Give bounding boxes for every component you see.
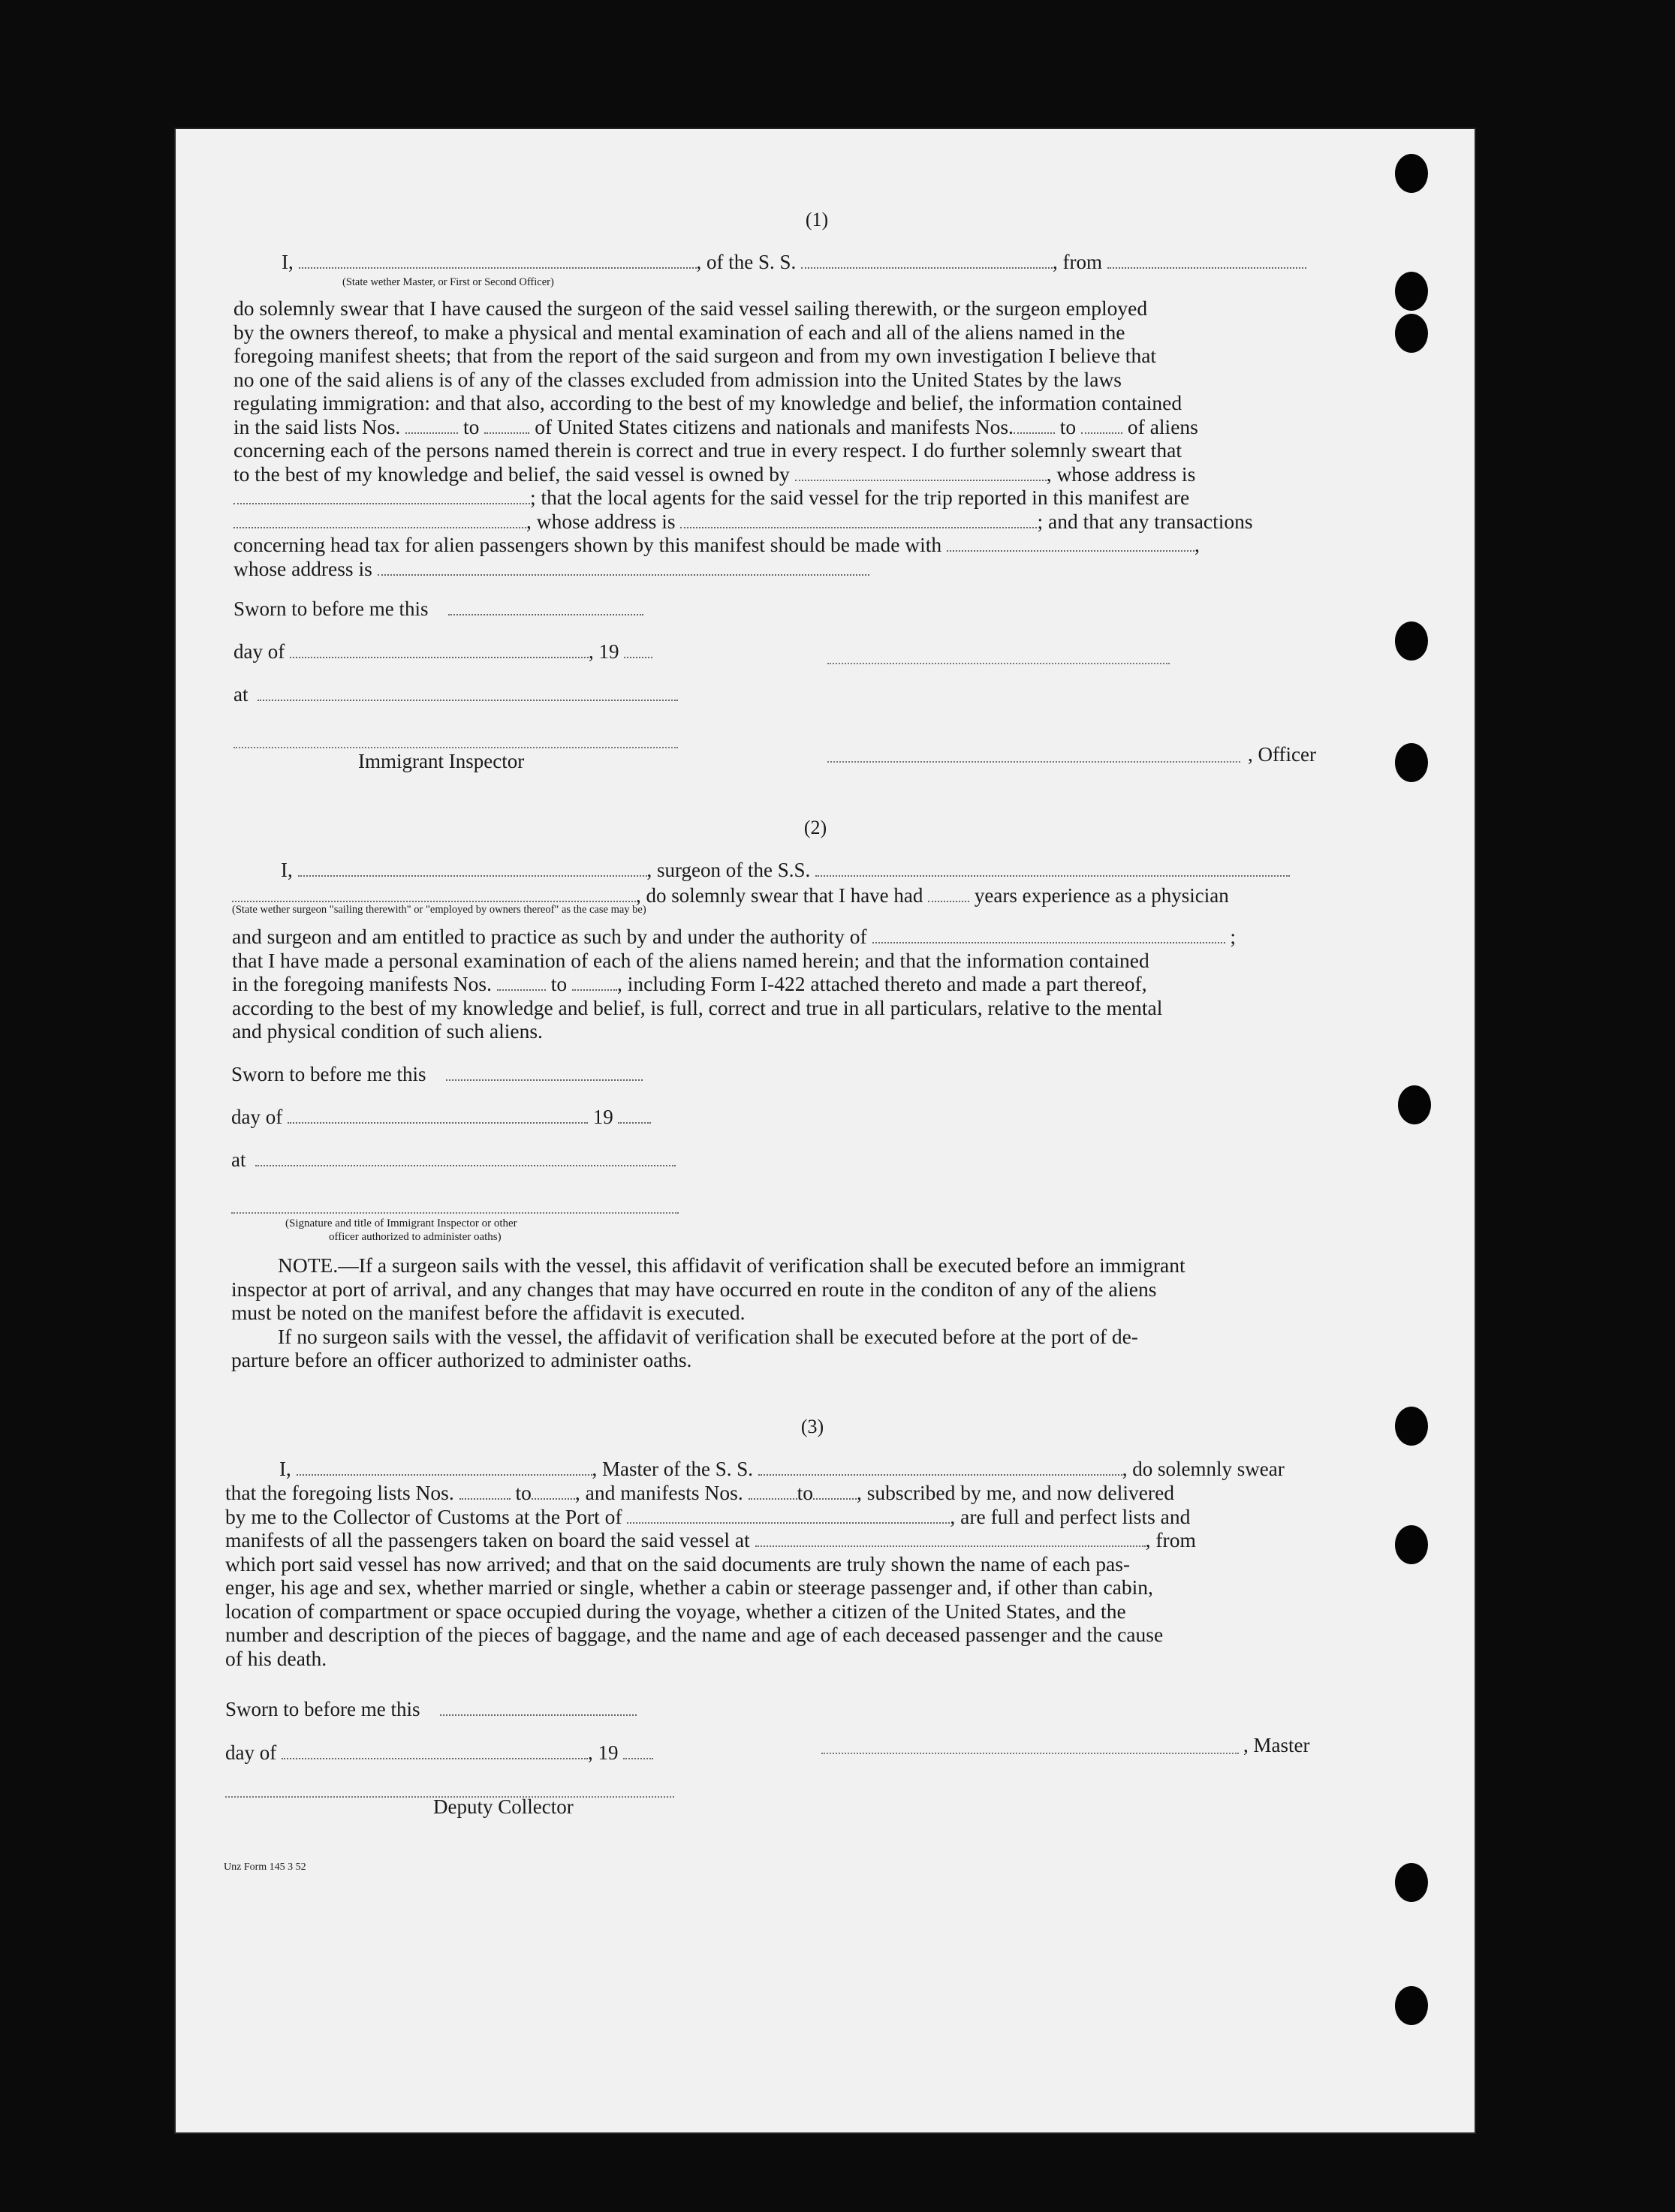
headtax-line bbox=[233, 533, 1327, 557]
blank-manifest-to[interactable] bbox=[1081, 432, 1122, 434]
blank-headtax-contact[interactable] bbox=[947, 549, 1194, 552]
body-line: number and description of the pieces of baggage, and the name and age of each deceased passenger and the cause bbox=[225, 1623, 1164, 1646]
note-line: If no surgeon sails with the vessel, the affidavit of verification shall be executed before at the port of de- bbox=[278, 1324, 1138, 1348]
text: day of bbox=[225, 1741, 277, 1764]
master-signature-line[interactable] bbox=[821, 1752, 1239, 1754]
blank-manifests-from[interactable] bbox=[749, 1497, 797, 1500]
section-1-number: (1) bbox=[805, 209, 829, 230]
officer-name-line[interactable] bbox=[827, 760, 1240, 763]
blank-port[interactable] bbox=[627, 1521, 950, 1524]
text: that the foregoing lists Nos. bbox=[225, 1481, 454, 1504]
text: I, bbox=[279, 1458, 291, 1480]
address-line bbox=[233, 510, 1327, 534]
sworn-line-2 bbox=[231, 1063, 643, 1086]
agents-line bbox=[233, 486, 1327, 510]
text: at bbox=[231, 1148, 246, 1171]
text: , do solemnly swear bbox=[1122, 1458, 1285, 1480]
body-line: that I have made a personal examination of each of the aliens named herein; and that the information contained bbox=[232, 948, 1149, 972]
blank-lists-from[interactable] bbox=[459, 1497, 511, 1500]
text: , subscribed by me, and now delivered bbox=[856, 1481, 1175, 1504]
text: , including Form I-422 attached thereto and made a part thereof, bbox=[617, 972, 1147, 995]
blank-authority[interactable] bbox=[872, 941, 1225, 943]
text: concerning head tax for alien passengers shown by this manifest should be made with bbox=[233, 533, 942, 556]
blank-surgeon-name[interactable] bbox=[298, 874, 647, 877]
text: , bbox=[1194, 533, 1200, 556]
inspector-signature-line[interactable] bbox=[233, 746, 678, 748]
text: , are full and perfect lists and bbox=[950, 1504, 1191, 1528]
blank-year-3[interactable] bbox=[623, 1757, 653, 1759]
blank-owner-address[interactable] bbox=[233, 502, 530, 504]
blank-manifest-from[interactable] bbox=[1014, 432, 1055, 434]
text: of United States citizens and nationals and manifests Nos. bbox=[535, 414, 1014, 438]
blank-sworn-date-1[interactable] bbox=[448, 613, 643, 615]
collector-caption: Deputy Collector bbox=[433, 1795, 574, 1818]
punch-hole bbox=[1395, 621, 1428, 661]
punch-hole bbox=[1395, 1407, 1428, 1446]
blank-master-name[interactable] bbox=[297, 1473, 592, 1476]
punch-hole bbox=[1395, 1986, 1428, 2025]
blank-surgeon-ship[interactable] bbox=[815, 874, 1290, 877]
note-line: NOTE.—If a surgeon sails with the vessel, this affidavit of verification shall be executed before an immigrant bbox=[278, 1253, 1185, 1277]
officer-caption: , Officer bbox=[1248, 743, 1316, 766]
form-identifier: Unz Form 145 3 52 bbox=[224, 1861, 306, 1873]
text: ; and that any transactions bbox=[1037, 509, 1253, 533]
body-line: foregoing manifest sheets; that from the report of the said surgeon and from my own investigation I believe that bbox=[233, 344, 1157, 367]
punch-hole bbox=[1395, 1525, 1428, 1564]
sworn-line-1 bbox=[233, 597, 643, 621]
day-of-line-2 bbox=[231, 1106, 651, 1129]
text: , 19 bbox=[588, 640, 619, 663]
blank-lists-to[interactable] bbox=[532, 1497, 575, 1500]
text: to bbox=[1059, 414, 1077, 438]
section-3-body bbox=[225, 1481, 1327, 1670]
blank-sworn-date-2[interactable] bbox=[446, 1079, 643, 1081]
text: , surgeon of the S.S. bbox=[646, 859, 811, 881]
text: years experience as a physician bbox=[974, 884, 1229, 907]
text: , whose address is bbox=[1046, 462, 1196, 486]
text: whose address is bbox=[233, 556, 372, 580]
officer-rank-note: (State wether Master, or First or Second Officer) bbox=[342, 276, 554, 288]
text: , and manifests Nos. bbox=[574, 1481, 743, 1504]
text: by me to the Collector of Customs at the Port of bbox=[225, 1504, 622, 1528]
body-line: regulating immigration: and that also, according to the best of my knowledge and belief, the information contained bbox=[233, 391, 1182, 414]
text: , Master of the S. S. bbox=[592, 1458, 753, 1480]
blank-day-month-1[interactable] bbox=[290, 656, 589, 658]
inspector-caption: Immigrant Inspector bbox=[358, 750, 525, 772]
text: manifests of all the passengers taken on board the said vessel at bbox=[225, 1528, 750, 1551]
section-3-number: (3) bbox=[800, 1416, 824, 1437]
text: to the best of my knowledge and belief, the said vessel is owned by bbox=[233, 462, 790, 486]
text: 19 bbox=[592, 1106, 613, 1128]
text: of aliens bbox=[1127, 414, 1198, 438]
blank-from-port[interactable] bbox=[1107, 266, 1306, 269]
blank-year-1[interactable] bbox=[624, 656, 652, 658]
body-line: location of compartment or space occupied during the voyage, whether a citizen of the United States, and the bbox=[225, 1599, 1126, 1623]
text: in the foregoing manifests Nos. bbox=[232, 972, 492, 995]
master-caption: , Master bbox=[1243, 1734, 1310, 1756]
text: Sworn to before me this bbox=[231, 1063, 426, 1085]
manifests-line bbox=[232, 972, 1328, 996]
day-of-line-1 bbox=[233, 640, 652, 664]
authority-line bbox=[232, 925, 1328, 949]
section-2-line-1 bbox=[281, 859, 1290, 882]
text: , 19 bbox=[587, 1741, 619, 1764]
text: to bbox=[515, 1481, 532, 1504]
blank-owner[interactable] bbox=[795, 479, 1047, 481]
signature-note-2: officer authorized to administer oaths) bbox=[329, 1231, 502, 1243]
body-line: enger, his age and sex, whether married or single, whether a cabin or steerage passenger and, if other than cabin, bbox=[225, 1575, 1153, 1599]
blank-surgeon-status[interactable] bbox=[232, 900, 636, 902]
text: , do solemnly swear that I have had bbox=[636, 884, 923, 907]
lists-line bbox=[233, 415, 1327, 439]
text: , whose address is bbox=[526, 509, 676, 533]
at-line-2 bbox=[231, 1148, 676, 1172]
text: , of the S. S. bbox=[696, 251, 797, 273]
note-line: inspector at port of arrival, and any changes that may have occurred en route in the conditon of any of the aliens bbox=[231, 1277, 1157, 1301]
blank-day-month-2[interactable] bbox=[288, 1121, 588, 1124]
text: to bbox=[797, 1481, 813, 1504]
lists-line bbox=[225, 1481, 1327, 1505]
punch-hole bbox=[1395, 272, 1428, 311]
punch-hole bbox=[1395, 314, 1428, 353]
section-2-number: (2) bbox=[803, 817, 827, 838]
body-line: concerning each of the persons named therein is correct and true in every respect. I do further solemnly sweart that bbox=[233, 438, 1182, 462]
note-line: parture before an officer authorized to administer oaths. bbox=[231, 1348, 692, 1371]
text: to bbox=[550, 972, 568, 995]
body-line: do solemnly swear that I have caused the surgeon of the said vessel sailing therewith, or the surgeon employed bbox=[233, 296, 1148, 320]
blank-list-to[interactable] bbox=[484, 432, 529, 434]
day-of-line-3 bbox=[225, 1741, 653, 1765]
officer-signature-line[interactable] bbox=[827, 662, 1170, 664]
blank-year-2[interactable] bbox=[618, 1121, 651, 1124]
blank-headtax-address[interactable] bbox=[378, 573, 869, 576]
sworn-line-3 bbox=[225, 1698, 637, 1721]
blank-sworn-date-3[interactable] bbox=[440, 1714, 637, 1716]
blank-list-from[interactable] bbox=[405, 432, 458, 434]
inspector-signature-line-2[interactable] bbox=[231, 1211, 679, 1214]
text: in the said lists Nos. bbox=[233, 414, 401, 438]
note-line: must be noted on the manifest before the affidavit is executed. bbox=[231, 1301, 746, 1324]
punch-hole bbox=[1395, 743, 1428, 782]
blank-master-ship[interactable] bbox=[758, 1473, 1122, 1476]
section-1-body bbox=[233, 296, 1327, 580]
text: I, bbox=[282, 251, 294, 273]
blank-agent-address[interactable] bbox=[680, 526, 1037, 528]
whose-address-line bbox=[233, 557, 1327, 581]
blank-manifest-from[interactable] bbox=[497, 989, 546, 991]
blank-manifest-to[interactable] bbox=[572, 989, 617, 991]
text: Sworn to before me this bbox=[233, 597, 429, 620]
body-line: of his death. bbox=[225, 1646, 327, 1670]
form-page bbox=[174, 128, 1476, 2134]
blank-day-month-3[interactable] bbox=[282, 1757, 588, 1759]
text: day of bbox=[231, 1106, 283, 1128]
body-line: and physical condition of such aliens. bbox=[232, 1019, 543, 1043]
text: , from bbox=[1053, 251, 1102, 273]
section-2-note bbox=[231, 1253, 1329, 1372]
blank-officer-name[interactable] bbox=[299, 266, 697, 269]
text: , from bbox=[1145, 1528, 1196, 1551]
section-2-body bbox=[232, 925, 1328, 1043]
body-line: according to the best of my knowledge and belief, is full, correct and true in all particulars, relative to the mental bbox=[232, 995, 1163, 1019]
collector-line bbox=[225, 1505, 1327, 1529]
body-line: by the owners thereof, to make a physical and mental examination of each and all of the aliens named in the bbox=[233, 320, 1125, 344]
blank-at-place-1[interactable] bbox=[258, 699, 678, 701]
body-line: no one of the said aliens is of any of the classes excluded from admission into the United States by the laws bbox=[233, 367, 1122, 391]
text: to bbox=[463, 414, 480, 438]
manifests-line bbox=[225, 1528, 1327, 1552]
punch-hole bbox=[1395, 1863, 1428, 1902]
signature-note-1: (Signature and title of Immigrant Inspector or other bbox=[285, 1217, 517, 1229]
text: at bbox=[233, 683, 249, 706]
text: day of bbox=[233, 640, 285, 663]
at-line-1 bbox=[233, 683, 678, 706]
section-3-line-1 bbox=[279, 1458, 1285, 1481]
blank-local-agents[interactable] bbox=[233, 526, 526, 528]
surgeon-status-note: (State wether surgeon "sailing therewith" or "employed by owners thereof" as the case may be) bbox=[232, 904, 646, 916]
text: I, bbox=[281, 859, 293, 881]
body-line: which port said vessel has now arrived; and that on the said documents are truly shown the name of each pas- bbox=[225, 1551, 1131, 1575]
owned-line bbox=[233, 462, 1327, 486]
blank-embark-port[interactable] bbox=[755, 1545, 1146, 1547]
blank-years[interactable] bbox=[928, 900, 969, 902]
text: ; that the local agents for the said vessel for the trip reported in this manifest are bbox=[530, 486, 1190, 509]
blank-manifests-to[interactable] bbox=[813, 1497, 857, 1500]
text: ; bbox=[1230, 925, 1237, 948]
blank-at-place-2[interactable] bbox=[255, 1164, 676, 1166]
section-1-line-1 bbox=[282, 251, 1306, 274]
punch-hole bbox=[1398, 1085, 1431, 1124]
text: and surgeon and am entitled to practice as such by and under the authority of bbox=[232, 925, 867, 948]
punch-hole bbox=[1395, 154, 1428, 193]
blank-ship-name[interactable] bbox=[801, 266, 1053, 269]
text: Sworn to before me this bbox=[225, 1698, 420, 1720]
